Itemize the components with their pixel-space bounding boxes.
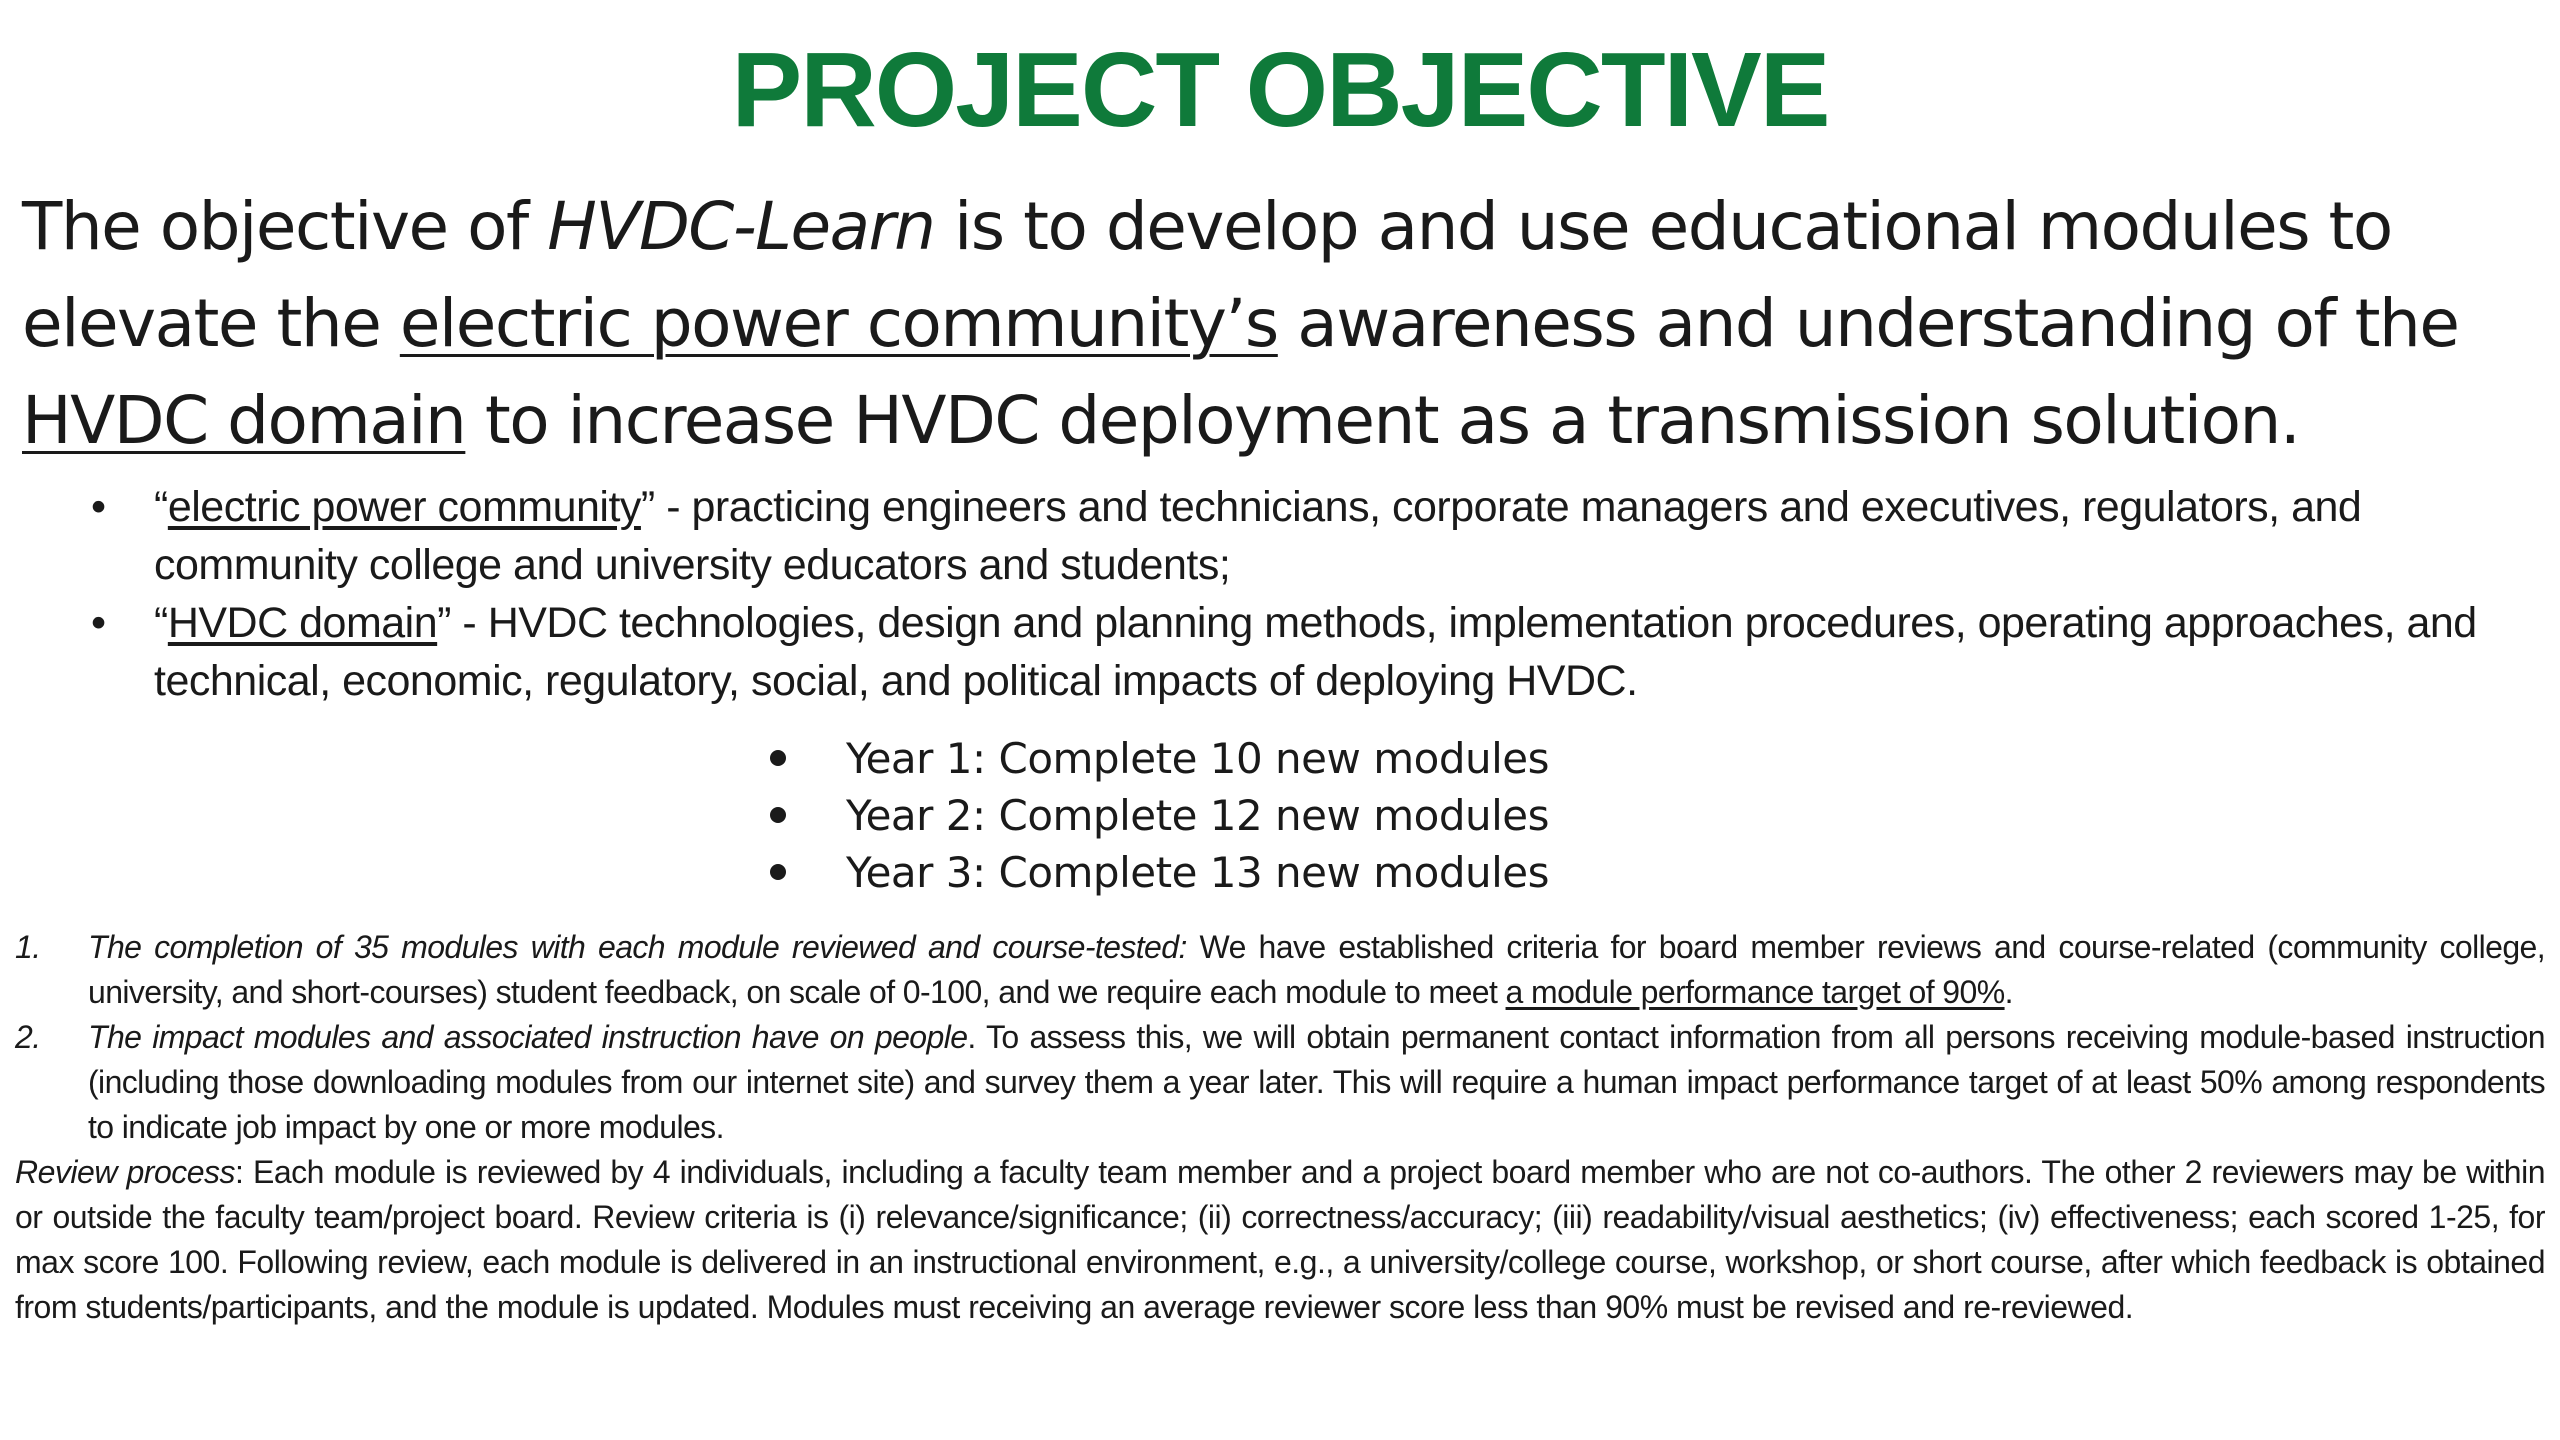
objective-text: is to develop and use educational modules to elevate the [22, 188, 2392, 362]
definition-item [85, 478, 2505, 594]
slide-title: PROJECT OBJECTIVE [731, 31, 1829, 149]
criteria-item [15, 925, 2545, 1015]
project-name: HVDC-Learn [547, 188, 935, 265]
quote-mark: “ [154, 483, 168, 531]
definition-text: practicing engineers and technicians, corporate managers and executives, regulators, and community college and university educators and students; [154, 483, 2362, 589]
definition-text: HVDC technologies, design and planning methods, implementation procedures, operating approaches, and technical, economic, regulatory, social, and political impacts of deploying HVDC. [154, 599, 2477, 705]
objective-text: to increase HVDC deployment as a transmission solution. [465, 382, 2300, 459]
list-item [770, 787, 1549, 844]
review-process [15, 1150, 2545, 1330]
punctuation: . [2004, 974, 2013, 1010]
definition-term: HVDC domain [167, 599, 438, 647]
yearly-targets-list [770, 730, 1549, 901]
success-criteria-list [15, 925, 2545, 1150]
review-text: : Each module is reviewed by 4 individuals, including a faculty team member and a project board member who are not co-authors. The other 2 reviewers may be within or outside the faculty team/project board. Review criteria is (i) relevance/significance; (ii) correctness/accuracy; (iii) readability/visual aesthetics; (iv) effectiveness; each scored 1-25, for max score 100. Following review, each module is delivered in an instructional environment, e.g., a university/college course, workshop, or short course, after which feedback is obtained from students/participants, and the module is updated. Modules must receiving an average reviewer score less than 90% must be revised and re-reviewed. [15, 1154, 2546, 1325]
criteria-text: . To assess this, we will obtain permanent contact information from all persons receiving module-based instruction (including those downloading modules from our internet site) and survey them a year later. This will require a human impact performance target of at least 50% among respondents to indicate job impact by one or more modules. [88, 1019, 2545, 1145]
term-electric-power-community: electric power community’s [399, 285, 1278, 362]
definitions-list [85, 478, 2505, 710]
objective-text: awareness and understanding of the [1277, 285, 2459, 362]
definition-item [85, 594, 2505, 710]
year-target: Year 2: Complete 12 new modules [846, 791, 1549, 840]
quote-mark: “ [154, 599, 168, 647]
performance-target: a module performance target of 90% [1505, 974, 2005, 1010]
bullet-icon: • [91, 483, 106, 531]
criteria-text: We have established criteria for board member reviews and course-related (community college, university, and short-courses) student feedback, on scale of 0-100, and we require each module to meet [88, 929, 2546, 1010]
objective-statement [22, 178, 2542, 469]
bullet-icon [770, 750, 786, 766]
item-number: 2. [15, 1019, 41, 1055]
objective-text: The objective of [22, 188, 548, 265]
quote-mark: ” - [640, 483, 692, 531]
year-target: Year 3: Complete 13 new modules [846, 848, 1549, 897]
quote-mark: ” - [437, 599, 488, 647]
criteria-lead: The impact modules and associated instruction have on people [88, 1019, 968, 1055]
item-number: 1. [15, 929, 41, 965]
definition-term: electric power community [167, 483, 641, 531]
criteria-item [15, 1015, 2545, 1150]
list-item [770, 730, 1549, 787]
criteria-lead: The completion of 35 modules with each module reviewed and course-tested: [88, 929, 1187, 965]
bullet-icon [770, 864, 786, 880]
bullet-icon [770, 807, 786, 823]
term-hvdc-domain: HVDC domain [22, 382, 466, 459]
list-item [770, 844, 1549, 901]
bullet-icon: • [91, 599, 106, 647]
year-target: Year 1: Complete 10 new modules [846, 734, 1549, 783]
review-lead: Review process [15, 1154, 236, 1190]
